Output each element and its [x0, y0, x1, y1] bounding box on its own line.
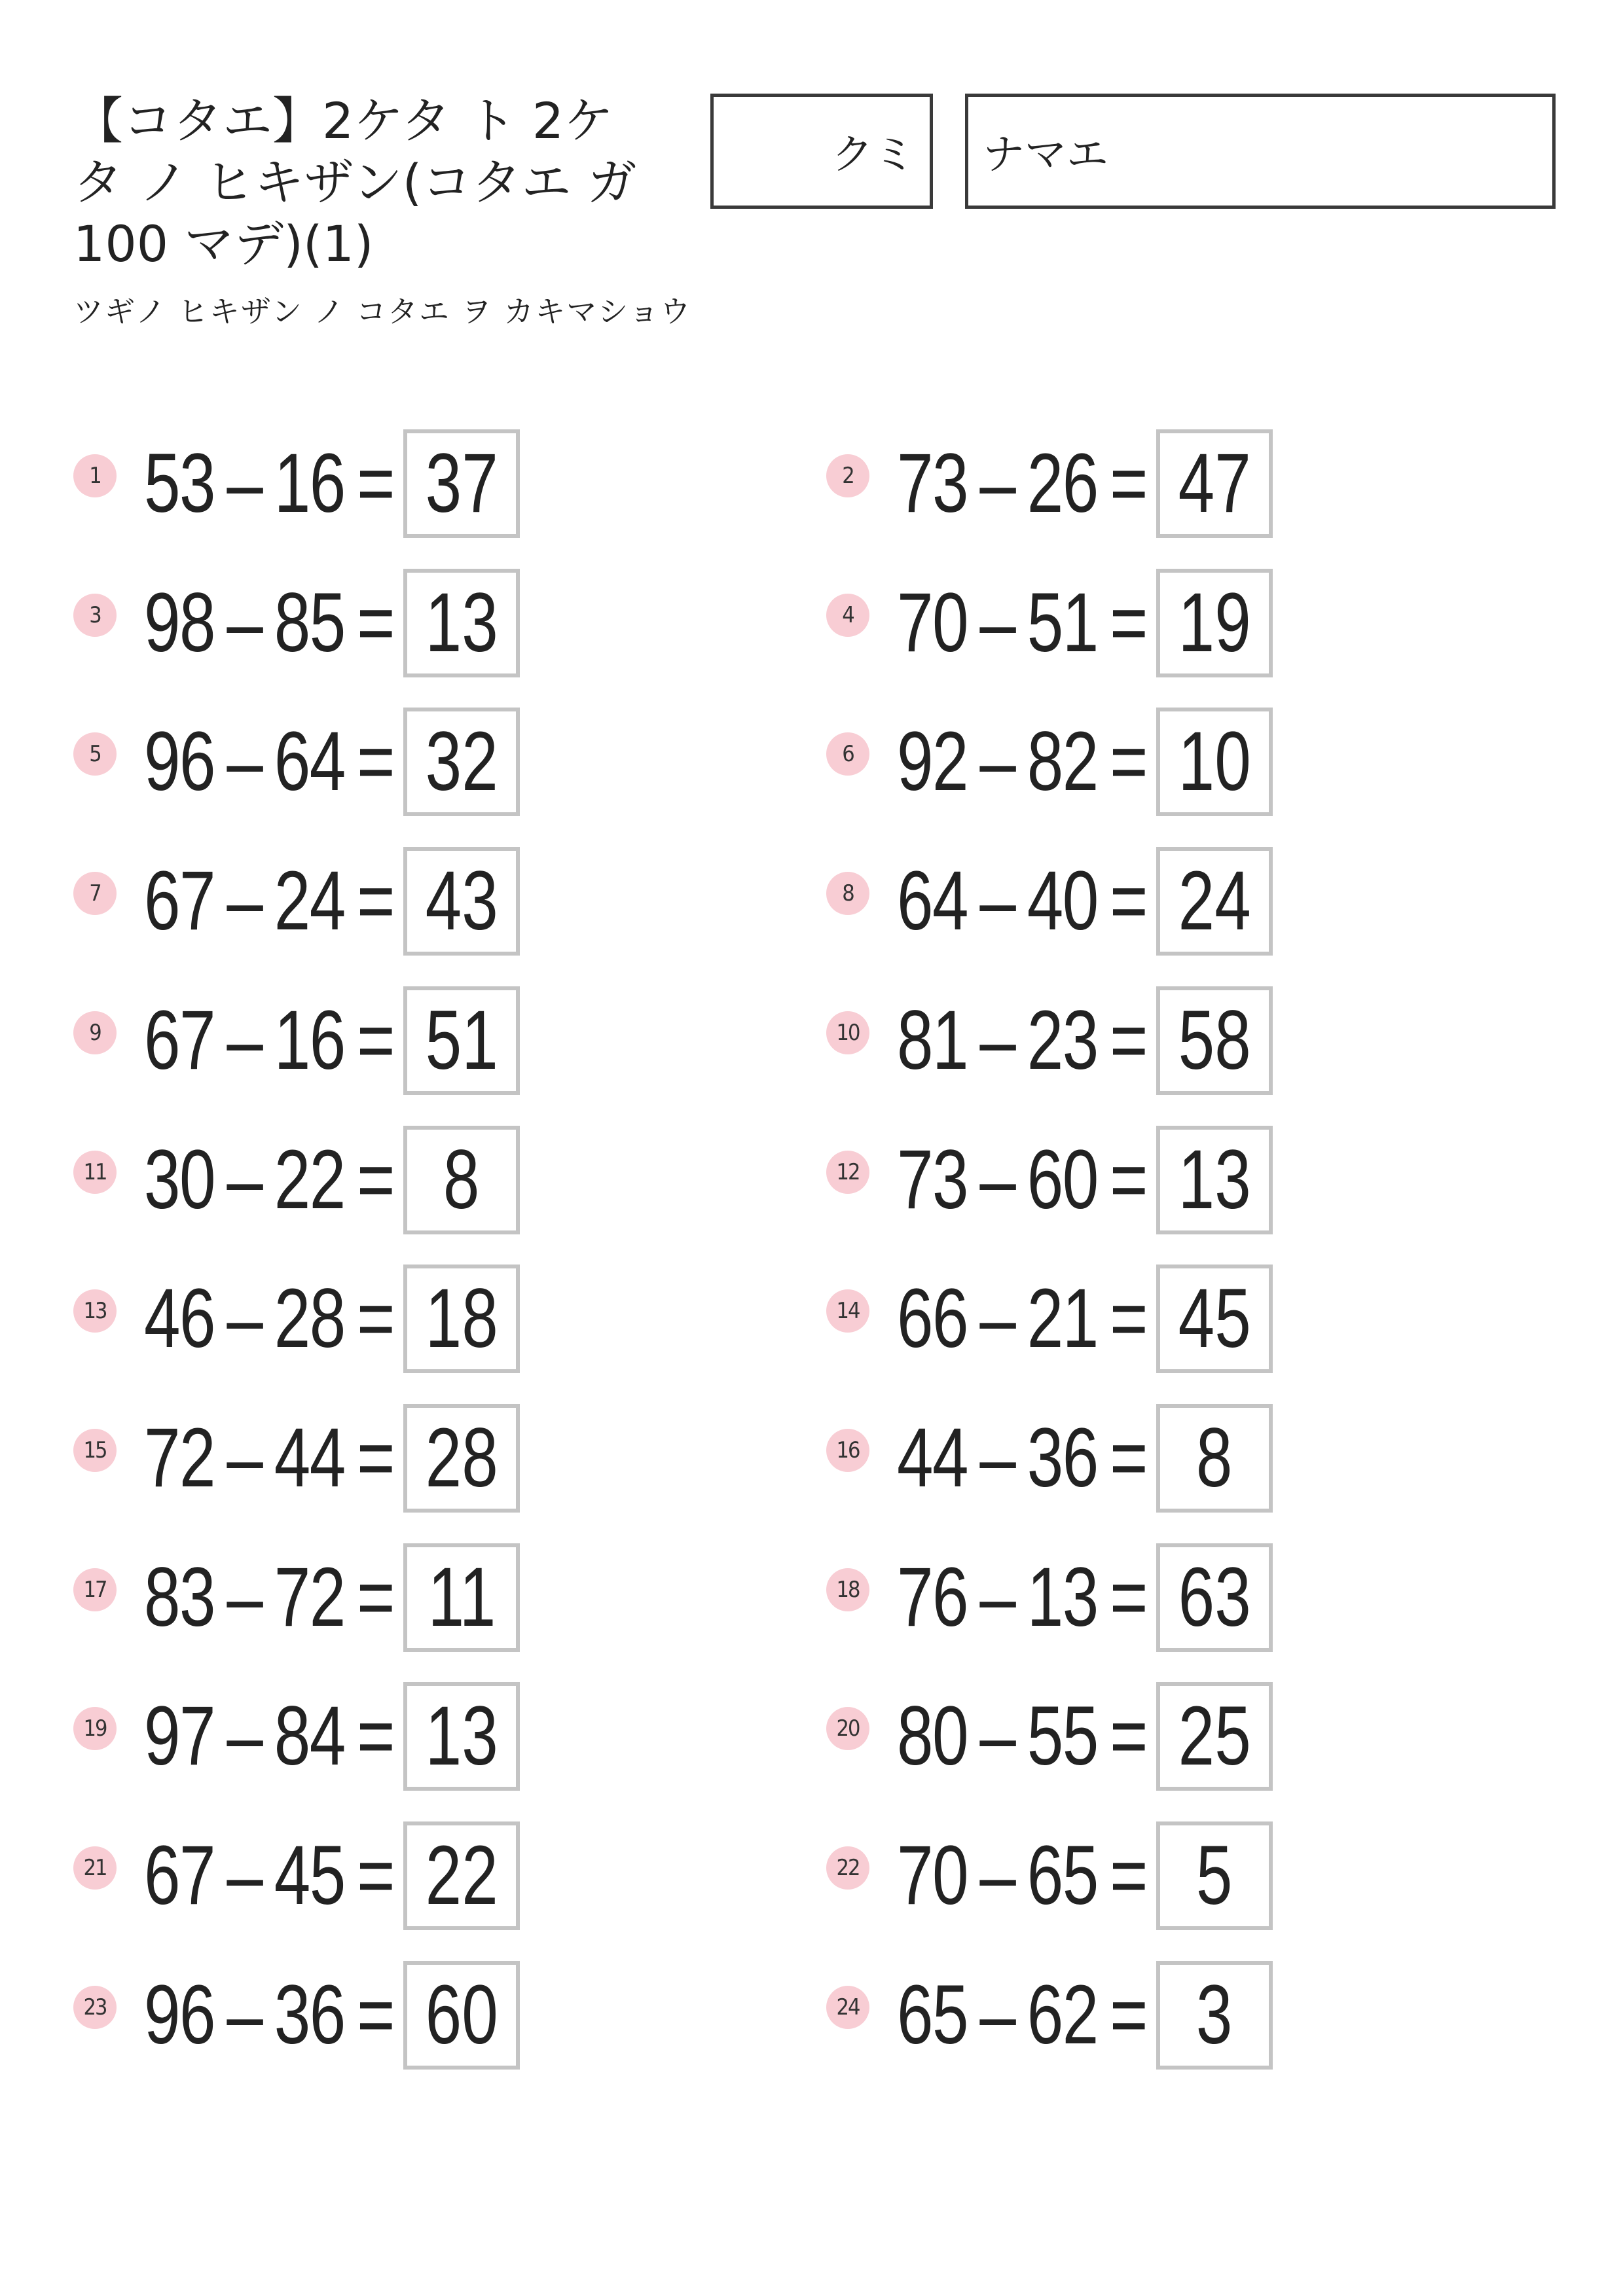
minus-sign: –: [214, 1829, 274, 1922]
problem-expression: [897, 708, 1147, 816]
problem-item: [826, 1404, 1481, 1513]
problem-item: [73, 1265, 728, 1373]
problem-item: [73, 1961, 728, 2070]
problem-item: [73, 986, 728, 1095]
equals-sign: =: [1097, 994, 1147, 1087]
minus-sign: –: [214, 1272, 274, 1365]
problem-number: 19: [73, 1707, 117, 1750]
problem-number: 21: [73, 1846, 117, 1890]
answer-box[interactable]: [403, 1821, 520, 1930]
problem-item: [826, 986, 1481, 1095]
problem-item: [826, 847, 1481, 956]
equals-sign: =: [344, 1551, 394, 1644]
subtrahend: 64: [274, 715, 345, 808]
problem-number: 17: [73, 1568, 117, 1611]
equals-sign: =: [1097, 715, 1147, 808]
class-field[interactable]: [710, 94, 933, 209]
minuend: 44: [897, 1411, 968, 1505]
problem-number: 7: [73, 872, 117, 915]
answer-value: 13: [425, 576, 498, 670]
minus-sign: –: [967, 715, 1027, 808]
answer-box[interactable]: [1156, 1682, 1273, 1791]
problem-expression: [144, 986, 394, 1095]
problem-expression: [897, 1126, 1147, 1234]
problem-expression: [144, 1543, 394, 1652]
equals-sign: =: [344, 1133, 394, 1227]
answer-box[interactable]: [1156, 1821, 1273, 1930]
minus-sign: –: [967, 1689, 1027, 1783]
answer-value: 47: [1178, 437, 1251, 530]
minuend: 46: [144, 1272, 215, 1365]
answer-value: 24: [1178, 854, 1251, 948]
answer-box[interactable]: [403, 708, 520, 816]
answer-box[interactable]: [403, 1126, 520, 1234]
minuend: 30: [144, 1133, 215, 1227]
minuend: 80: [897, 1689, 968, 1783]
problem-number: 5: [73, 732, 117, 776]
equals-sign: =: [1097, 854, 1147, 948]
minuend: 65: [897, 1968, 968, 2062]
answer-value: 19: [1178, 576, 1251, 670]
answer-value: 28: [425, 1411, 498, 1505]
problem-number: 10: [826, 1011, 869, 1054]
problem-number: 8: [826, 872, 869, 915]
problem-item: [826, 1265, 1481, 1373]
problem-expression: [897, 847, 1147, 956]
problem-expression: [897, 1821, 1147, 1930]
answer-box[interactable]: [1156, 986, 1273, 1095]
problem-expression: [144, 1126, 394, 1234]
answer-value: 10: [1178, 715, 1251, 808]
equals-sign: =: [1097, 1133, 1147, 1227]
subtrahend: 24: [274, 854, 345, 948]
minuend: 92: [897, 715, 968, 808]
subtrahend: 82: [1027, 715, 1098, 808]
minuend: 96: [144, 715, 215, 808]
minuend: 73: [897, 1133, 968, 1227]
problem-item: [73, 1543, 728, 1652]
equals-sign: =: [344, 854, 394, 948]
answer-value: 22: [425, 1829, 498, 1922]
minuend: 76: [897, 1551, 968, 1644]
minuend: 66: [897, 1272, 968, 1365]
minuend: 98: [144, 576, 215, 670]
subtrahend: 62: [1027, 1968, 1098, 2062]
problem-expression: [144, 847, 394, 956]
answer-box[interactable]: [403, 1961, 520, 2070]
answer-box[interactable]: [403, 847, 520, 956]
minus-sign: –: [214, 854, 274, 948]
problem-expression: [897, 1404, 1147, 1513]
answer-box[interactable]: [1156, 708, 1273, 816]
problem-item: [826, 429, 1481, 538]
answer-value: 58: [1178, 994, 1251, 1087]
answer-value: 45: [1178, 1272, 1251, 1365]
problem-number: 24: [826, 1986, 869, 2029]
answer-box[interactable]: [403, 569, 520, 677]
subtrahend: 44: [274, 1411, 345, 1505]
minuend: 53: [144, 437, 215, 530]
subtrahend: 72: [274, 1551, 345, 1644]
problem-expression: [897, 429, 1147, 538]
problem-number: 22: [826, 1846, 869, 1890]
problem-expression: [897, 1682, 1147, 1791]
minuend: 67: [144, 854, 215, 948]
subtrahend: 23: [1027, 994, 1098, 1087]
instruction-text: ツギノ ヒキザン ノ コタエ ヲ カキマショウ: [73, 294, 692, 329]
answer-value: 32: [425, 715, 498, 808]
problem-number: 11: [73, 1151, 117, 1194]
minuend: 70: [897, 576, 968, 670]
equals-sign: =: [1097, 1551, 1147, 1644]
answer-box[interactable]: [403, 1404, 520, 1513]
problem-number: 2: [826, 454, 869, 497]
answer-value: 60: [425, 1968, 498, 2062]
problem-item: [73, 1126, 728, 1234]
subtrahend: 28: [274, 1272, 345, 1365]
class-label: クミ: [831, 131, 915, 179]
minuend: 64: [897, 854, 968, 948]
equals-sign: =: [1097, 1411, 1147, 1505]
minus-sign: –: [214, 1968, 274, 2062]
minus-sign: –: [967, 1968, 1027, 2062]
problem-item: [826, 569, 1481, 677]
equals-sign: =: [1097, 1272, 1147, 1365]
problem-number: 16: [826, 1429, 869, 1472]
minuend: 72: [144, 1411, 215, 1505]
subtrahend: 40: [1027, 854, 1098, 948]
problem-number: 1: [73, 454, 117, 497]
answer-value: 13: [425, 1689, 498, 1783]
answer-box[interactable]: [1156, 1126, 1273, 1234]
problem-number: 13: [73, 1289, 117, 1333]
equals-sign: =: [1097, 1689, 1147, 1783]
problem-expression: [897, 986, 1147, 1095]
problem-number: 12: [826, 1151, 869, 1194]
equals-sign: =: [344, 437, 394, 530]
equals-sign: =: [1097, 576, 1147, 670]
answer-value: 51: [425, 994, 498, 1087]
minus-sign: –: [214, 1551, 274, 1644]
subtrahend: 13: [1027, 1551, 1098, 1644]
minus-sign: –: [967, 1133, 1027, 1227]
equals-sign: =: [1097, 1968, 1147, 2062]
problem-item: [73, 708, 728, 816]
minuend: 97: [144, 1689, 215, 1783]
subtrahend: 16: [274, 994, 345, 1087]
answer-box[interactable]: [1156, 847, 1273, 956]
minus-sign: –: [214, 994, 274, 1087]
subtrahend: 45: [274, 1829, 345, 1922]
subtrahend: 85: [274, 576, 345, 670]
problem-expression: [897, 1265, 1147, 1373]
minus-sign: –: [967, 854, 1027, 948]
answer-value: 63: [1178, 1551, 1251, 1644]
answer-box[interactable]: [1156, 1543, 1273, 1652]
problem-item: [826, 1961, 1481, 2070]
minuend: 70: [897, 1829, 968, 1922]
minus-sign: –: [967, 994, 1027, 1087]
answer-value: 11: [428, 1551, 496, 1644]
name-field[interactable]: [965, 94, 1556, 209]
problem-expression: [144, 1682, 394, 1791]
answer-box[interactable]: [403, 1265, 520, 1373]
problem-number: 15: [73, 1429, 117, 1472]
problem-number: 9: [73, 1011, 117, 1054]
answer-value: 13: [1178, 1133, 1251, 1227]
answer-value: 43: [425, 854, 498, 948]
equals-sign: =: [344, 715, 394, 808]
answer-box[interactable]: [403, 429, 520, 538]
equals-sign: =: [344, 576, 394, 670]
minuend: 81: [897, 994, 968, 1087]
problem-item: [73, 569, 728, 677]
answer-box[interactable]: [403, 1682, 520, 1791]
answer-box[interactable]: [1156, 1265, 1273, 1373]
subtrahend: 84: [274, 1689, 345, 1783]
subtrahend: 16: [274, 437, 345, 530]
minuend: 96: [144, 1968, 215, 2062]
problem-number: 23: [73, 1986, 117, 2029]
problem-expression: [144, 429, 394, 538]
problem-item: [826, 1821, 1481, 1930]
equals-sign: =: [344, 1968, 394, 2062]
problem-number: 20: [826, 1707, 869, 1750]
subtrahend: 26: [1027, 437, 1098, 530]
minus-sign: –: [967, 437, 1027, 530]
subtrahend: 65: [1027, 1829, 1098, 1922]
problem-expression: [144, 569, 394, 677]
problem-number: 14: [826, 1289, 869, 1333]
problem-item: [73, 847, 728, 956]
problem-expression: [144, 1404, 394, 1513]
problem-expression: [897, 1961, 1147, 2070]
problem-item: [73, 1821, 728, 1930]
minus-sign: –: [967, 1272, 1027, 1365]
subtrahend: 21: [1027, 1272, 1098, 1365]
name-label: ナマエ: [983, 131, 1108, 179]
minus-sign: –: [967, 1829, 1027, 1922]
answer-value: 8: [443, 1133, 480, 1227]
problem-expression: [897, 569, 1147, 677]
minuend: 67: [144, 1829, 215, 1922]
equals-sign: =: [1097, 1829, 1147, 1922]
subtrahend: 36: [274, 1968, 345, 2062]
equals-sign: =: [344, 994, 394, 1087]
equals-sign: =: [1097, 437, 1147, 530]
equals-sign: =: [344, 1411, 394, 1505]
minus-sign: –: [214, 576, 274, 670]
minus-sign: –: [214, 1689, 274, 1783]
worksheet-title: 【コタエ】2ケタ ト 2ケタ ノ ヒキザン(コタエ ガ 100 マデ)(1): [73, 92, 637, 273]
problem-expression: [144, 708, 394, 816]
answer-box[interactable]: [1156, 1404, 1273, 1513]
answer-box[interactable]: [1156, 569, 1273, 677]
problem-number: 6: [826, 732, 869, 776]
problem-expression: [144, 1265, 394, 1373]
minuend: 67: [144, 994, 215, 1087]
minus-sign: –: [214, 1411, 274, 1505]
answer-value: 37: [425, 437, 498, 530]
answer-box[interactable]: [403, 986, 520, 1095]
problem-number: 3: [73, 594, 117, 637]
answer-box[interactable]: [1156, 429, 1273, 538]
subtrahend: 22: [274, 1133, 345, 1227]
answer-box[interactable]: [1156, 1961, 1273, 2070]
problem-item: [73, 1404, 728, 1513]
problem-expression: [897, 1543, 1147, 1652]
problem-item: [826, 708, 1481, 816]
minus-sign: –: [214, 715, 274, 808]
problem-expression: [144, 1821, 394, 1930]
equals-sign: =: [344, 1272, 394, 1365]
problem-item: [73, 1682, 728, 1791]
answer-value: 18: [425, 1272, 498, 1365]
answer-value: 25: [1178, 1689, 1251, 1783]
minus-sign: –: [967, 1411, 1027, 1505]
subtrahend: 60: [1027, 1133, 1098, 1227]
minus-sign: –: [967, 1551, 1027, 1644]
problem-number: 18: [826, 1568, 869, 1611]
answer-value: 5: [1196, 1829, 1233, 1922]
minus-sign: –: [214, 437, 274, 530]
answer-value: 8: [1196, 1411, 1233, 1505]
problem-item: [826, 1543, 1481, 1652]
problem-item: [73, 429, 728, 538]
subtrahend: 55: [1027, 1689, 1098, 1783]
answer-value: 3: [1196, 1968, 1233, 2062]
problem-number: 4: [826, 594, 869, 637]
problem-item: [826, 1682, 1481, 1791]
minuend: 73: [897, 437, 968, 530]
problem-expression: [144, 1961, 394, 2070]
subtrahend: 51: [1027, 576, 1098, 670]
subtrahend: 36: [1027, 1411, 1098, 1505]
minus-sign: –: [214, 1133, 274, 1227]
equals-sign: =: [344, 1829, 394, 1922]
minus-sign: –: [967, 576, 1027, 670]
minuend: 83: [144, 1551, 215, 1644]
problem-item: [826, 1126, 1481, 1234]
equals-sign: =: [344, 1689, 394, 1783]
answer-box[interactable]: [403, 1543, 520, 1652]
